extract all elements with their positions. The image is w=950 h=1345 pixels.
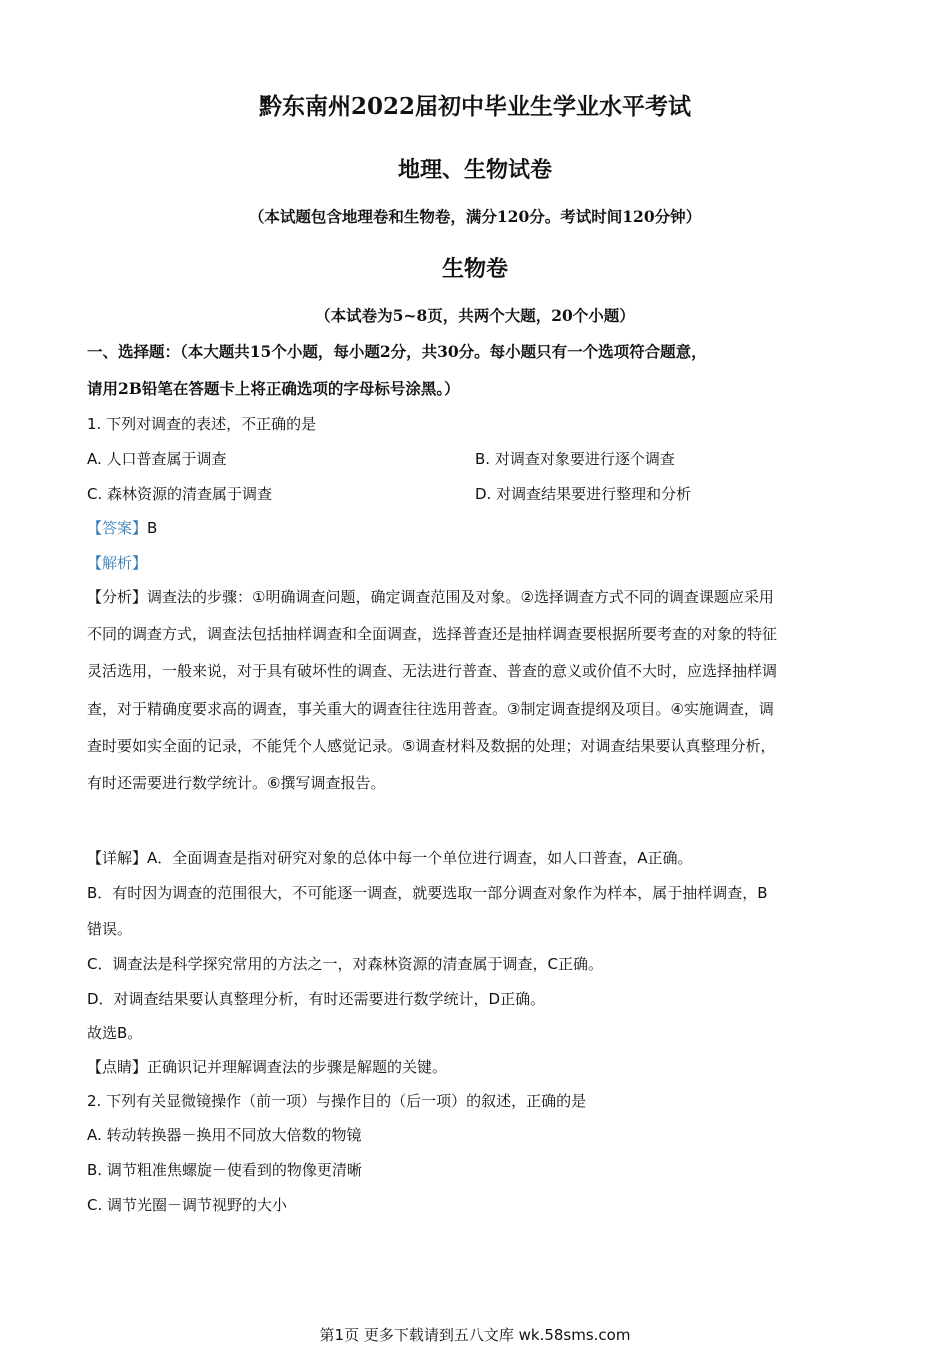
part1-instructions-line2: 请用2B铅笔在答题卡上将正确选项的字母标号涂黑。） <box>87 379 460 398</box>
analysis-tag: 【解析】 <box>87 554 148 572</box>
exam-note: （本试题包含地理卷和生物卷，满分120分。考试时间120分钟） <box>248 207 702 226</box>
part1-instructions-line1: 一、选择题：（本大题共15个小题，每小题2分，共30分。每小题只有一个选项符合题意， <box>87 342 707 361</box>
q1-option-d: D. 对调查结果要进行整理和分析 <box>475 485 692 503</box>
answer-tag: 【答案】 <box>87 519 148 537</box>
q2-option-b: B. 调节粗准焦螺旋－使看到的物像更清晰 <box>87 1161 362 1179</box>
analysis-line-5: 查时要如实全面的记录，不能凭个人感觉记录。⑤调查材料及数据的处理；对调查结果要认真整理分析， <box>87 737 776 755</box>
analysis-line-1: 【分析】调查法的步骤：①明确调查问题，确定调查范围及对象。②选择调查方式不同的调查课题应采用 <box>87 588 774 606</box>
detail-line-5: D．对调查结果要认真整理分析，有时还需要进行数学统计，D正确。 <box>87 990 546 1008</box>
detail-line-6: 故选B。 <box>87 1024 143 1042</box>
q1-option-b: B. 对调查对象要进行逐个调查 <box>475 450 675 468</box>
detail-line-3: 错误。 <box>87 920 133 938</box>
detail-line-1: 【详解】A．全面调查是指对研究对象的总体中每一个单位进行调查，如人口普查，A正确。 <box>87 849 693 867</box>
analysis-line-2: 不同的调查方式，调查法包括抽样调查和全面调查，选择普查还是抽样调查要根据所要考查的对象的特征 <box>87 625 778 643</box>
detail-line-4: C．调查法是科学探究常用的方法之一，对森林资源的清查属于调查，C正确。 <box>87 955 603 973</box>
section-title: 生物卷 <box>441 256 508 282</box>
analysis-line-3: 灵活选用，一般来说，对于具有破坏性的调查、无法进行普查、普查的意义或价值不大时，应选择抽样调 <box>87 662 778 680</box>
analysis-line-4: 查，对于精确度要求高的调查，事关重大的调查往往选用普查。③制定调查提纲及项目。④实施调查，调 <box>87 700 774 718</box>
detail-line-7: 【点睛】正确识记并理解调查法的步骤是解题的关键。 <box>87 1058 448 1076</box>
q1-option-a: A. 人口普查属于调查 <box>87 450 227 468</box>
exam-title: 黔东南州2022届初中毕业生学业水平考试 <box>258 93 691 120</box>
section-note: （本试卷为5~8页，共两个大题，20个小题） <box>315 306 635 325</box>
q1-answer <box>87 517 157 538</box>
answer-value: B <box>147 519 158 537</box>
q1-option-c: C. 森林资源的清查属于调查 <box>87 485 273 503</box>
exam-subtitle: 地理、生物试卷 <box>397 157 552 183</box>
analysis-line-6: 有时还需要进行数学统计。⑥撰写调查报告。 <box>87 774 386 792</box>
page-footer: 第1页 更多下载请到五八文库 wk.58sms.com <box>319 1326 631 1344</box>
q2-option-a: A. 转动转换器－换用不同放大倍数的物镜 <box>87 1126 362 1144</box>
q2-option-c: C. 调节光圈－调节视野的大小 <box>87 1196 288 1214</box>
q2-stem: 2. 下列有关显微镜操作（前一项）与操作目的（后一项）的叙述，正确的是 <box>87 1092 587 1110</box>
detail-line-2: B．有时因为调查的范围很大，不可能逐一调查，就要选取一部分调查对象作为样本，属于抽样调查，B <box>87 884 768 902</box>
q1-stem: 1. 下列对调查的表述，不正确的是 <box>87 415 317 433</box>
